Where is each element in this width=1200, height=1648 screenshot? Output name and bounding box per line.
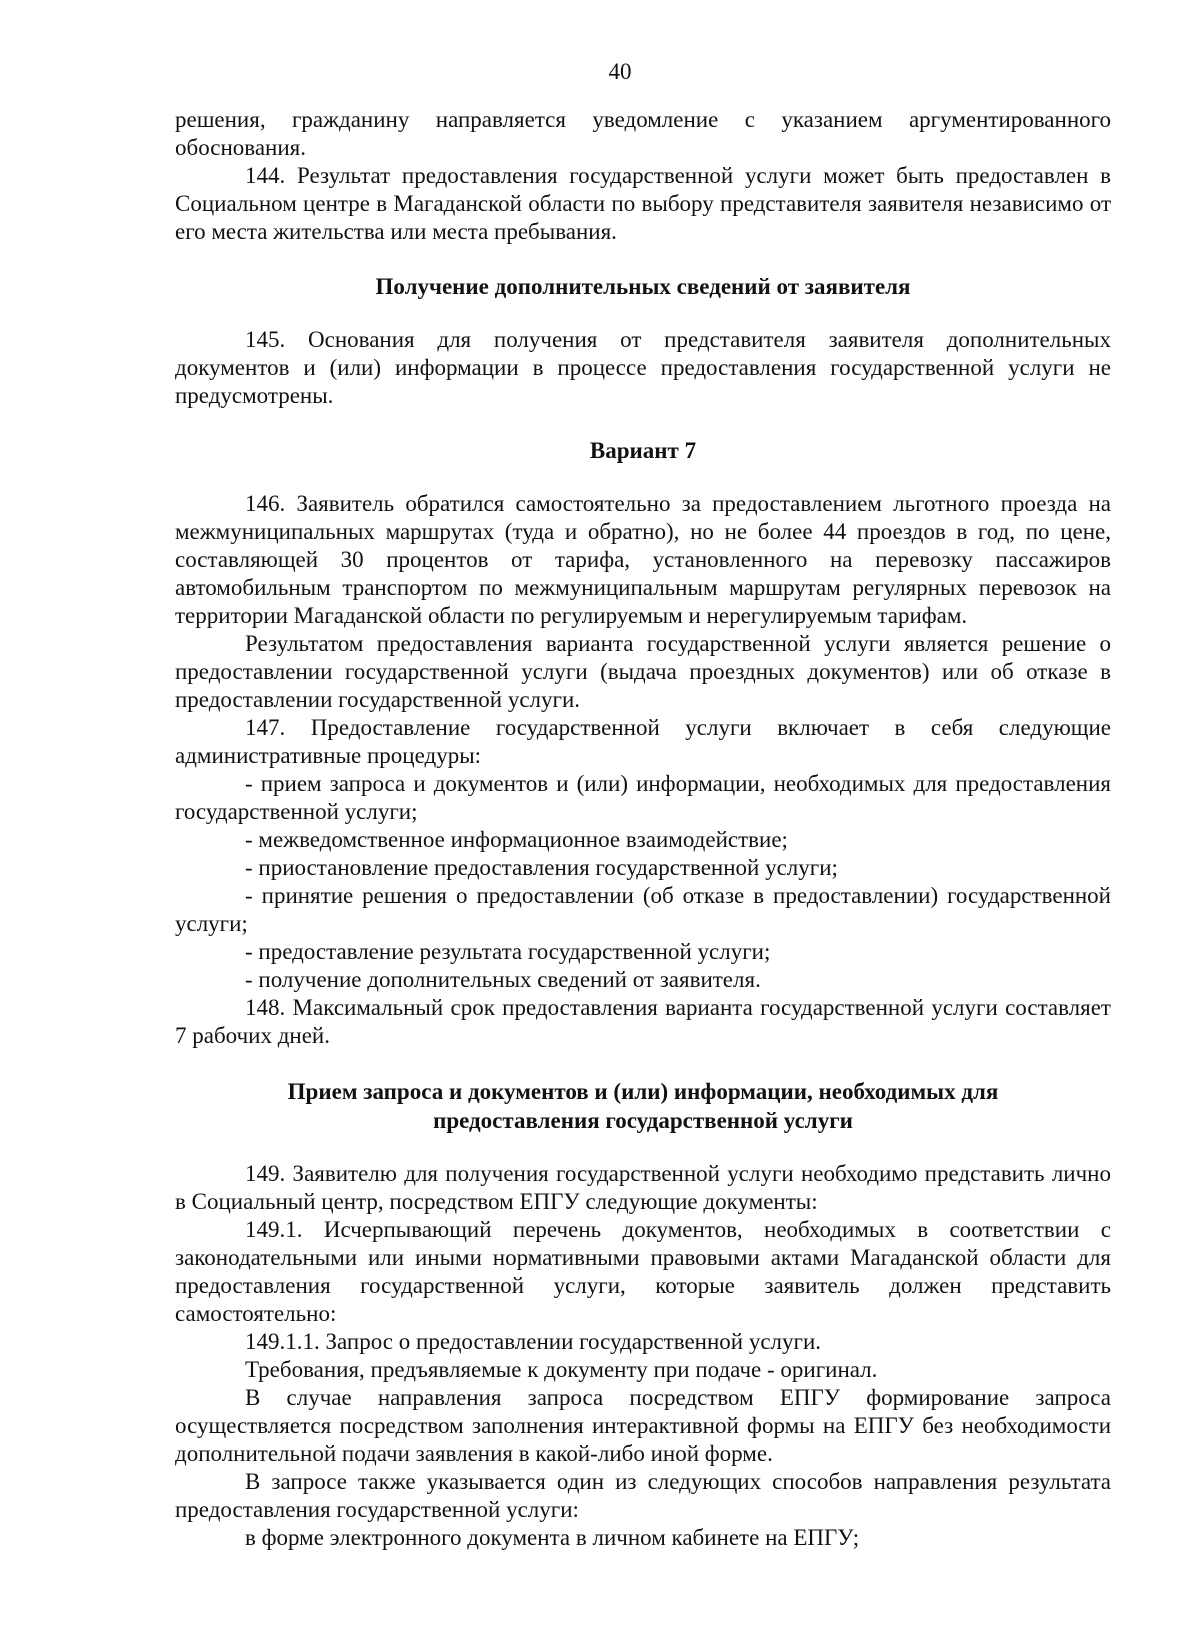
paragraph-146-result: Результатом предоставления варианта государственной услуги является решение о предоставлении государственной услуги (выдача проездных документов) или об отказе в предоставлении государственной услуги.	[175, 631, 1111, 712]
page-number: 40	[608, 59, 632, 84]
paragraph-intro: решения, гражданину направляется уведомление с указанием аргументированного обоснования.	[175, 107, 1111, 160]
document-body	[175, 106, 1111, 1552]
paragraph-epgu: В случае направления запроса посредством ЕПГУ формирование запроса осуществляется посредством заполнения интерактивной формы на ЕПГУ без необходимости дополнительной подачи заявления в какой-либо иной форме.	[175, 1385, 1111, 1466]
list-item: - получение дополнительных сведений от заявителя.	[245, 967, 761, 992]
heading-reception-line-1: Прием запроса и документов и (или) информации, необходимых для	[287, 1079, 999, 1104]
procedures-list	[175, 770, 1111, 994]
list-item: - прием запроса и документов и (или) информации, необходимых для предоставления государственной услуги;	[175, 771, 1111, 824]
paragraph-147: 147. Предоставление государственной услуги включает в себя следующие административные процедуры:	[175, 715, 1111, 768]
paragraph-requirements: Требования, предъявляемые к документу при подаче - оригинал.	[245, 1357, 878, 1382]
heading-variant-7: Вариант 7	[589, 438, 697, 463]
heading-additional-info: Получение дополнительных сведений от заявителя	[375, 274, 911, 299]
paragraph-145: 145. Основания для получения от представителя заявителя дополнительных документов и (или) информации в процессе предоставления государственной услуги не предусмотрены.	[175, 327, 1111, 408]
list-item: - предоставление результата государственной услуги;	[245, 939, 771, 964]
paragraph-149-1-1: 149.1.1. Запрос о предоставлении государственной услуги.	[245, 1329, 822, 1354]
paragraph-146: 146. Заявитель обратился самостоятельно за предоставлением льготного проезда на межмуниципальных маршрутах (туда и обратно), но не более 44 проездов в год, по цене, составляющей 30 процентов от тарифа, установленного на перевозку пассажиров автомобильным транспортом по межмуниципальным маршрутам регулярных перевозок на территории Магаданской области по регулируемым и нерегулируемым тарифам.	[175, 491, 1111, 628]
list-item: - межведомственное информационное взаимодействие;	[245, 827, 788, 852]
paragraph-148: 148. Максимальный срок предоставления варианта государственной услуги составляет 7 рабочих дней.	[175, 995, 1111, 1048]
paragraph-144: 144. Результат предоставления государственной услуги может быть предоставлен в Социальном центре в Магаданской области по выбору представителя заявителя независимо от его места жительства или места пребывания.	[175, 163, 1111, 244]
list-item: - приостановление предоставления государственной услуги;	[245, 855, 838, 880]
list-item: - принятие решения о предоставлении (об отказе в предоставлении) государственной услуги;	[175, 883, 1111, 936]
paragraph-149: 149. Заявителю для получения государственной услуги необходимо представить лично в Социальный центр, посредством ЕПГУ следующие документы:	[175, 1161, 1111, 1214]
paragraph-methods: В запросе также указывается один из следующих способов направления результата предоставления государственной услуги:	[175, 1469, 1111, 1522]
paragraph-electronic: в форме электронного документа в личном кабинете на ЕПГУ;	[245, 1525, 860, 1550]
heading-reception-line-2: предоставления государственной услуги	[433, 1108, 853, 1133]
paragraph-149-1: 149.1. Исчерпывающий перечень документов, необходимых в соответствии с законодательными или иными нормативными правовыми актами Магаданской области для предоставления государственной услуги, которые заявитель должен представить самостоятельно:	[175, 1217, 1111, 1326]
